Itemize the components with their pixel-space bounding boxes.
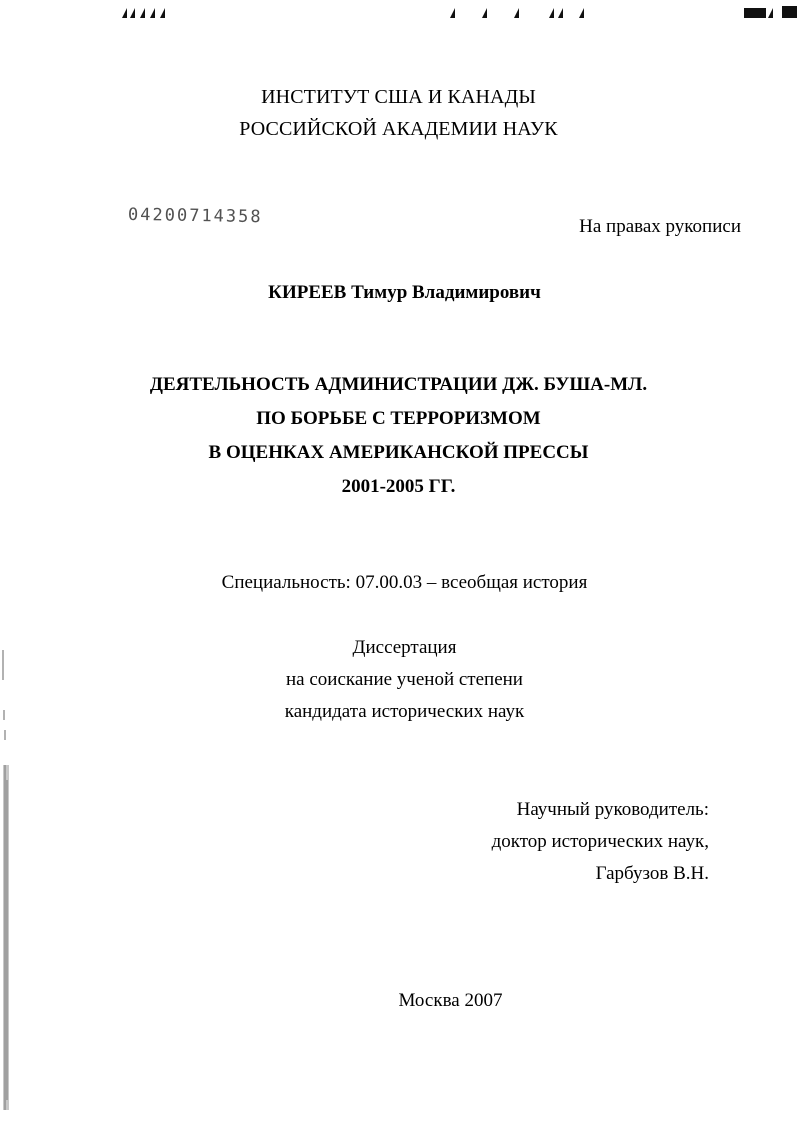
- supervisor-label: Научный руководитель:: [516, 799, 709, 820]
- supervisor-name: Гарбузов В.Н.: [595, 863, 709, 884]
- specialty: Специальность: 07.00.03 – всеобщая история: [221, 572, 588, 593]
- degree-line3: кандидата исторических наук: [284, 701, 525, 722]
- author-name: КИРЕЕВ Тимур Владимирович: [268, 282, 541, 303]
- degree-line2: на соискание ученой степени: [286, 669, 523, 690]
- degree-line1: Диссертация: [352, 637, 457, 658]
- thesis-title-line3: В ОЦЕНКАХ АМЕРИКАНСКОЙ ПРЕССЫ: [208, 442, 589, 463]
- thesis-title-line2: ПО БОРЬБЕ С ТЕРРОРИЗМОМ: [256, 408, 541, 429]
- institute-name-line1: ИНСТИТУТ США И КАНАДЫ: [261, 86, 536, 108]
- place-and-year: Москва 2007: [398, 990, 503, 1011]
- thesis-title-line1: ДЕЯТЕЛЬНОСТЬ АДМИНИСТРАЦИИ ДЖ. БУША-МЛ.: [149, 374, 648, 395]
- supervisor-degree: доктор исторических наук,: [491, 831, 709, 852]
- library-stamp-number: 04200714358: [127, 204, 263, 228]
- institute-name-line2: РОССИЙСКОЙ АКАДЕМИИ НАУК: [239, 118, 558, 140]
- manuscript-rights-notice: На правах рукописи: [579, 216, 741, 237]
- thesis-title-line4: 2001-2005 ГГ.: [341, 476, 456, 497]
- scan-registration-marks: [0, 4, 797, 20]
